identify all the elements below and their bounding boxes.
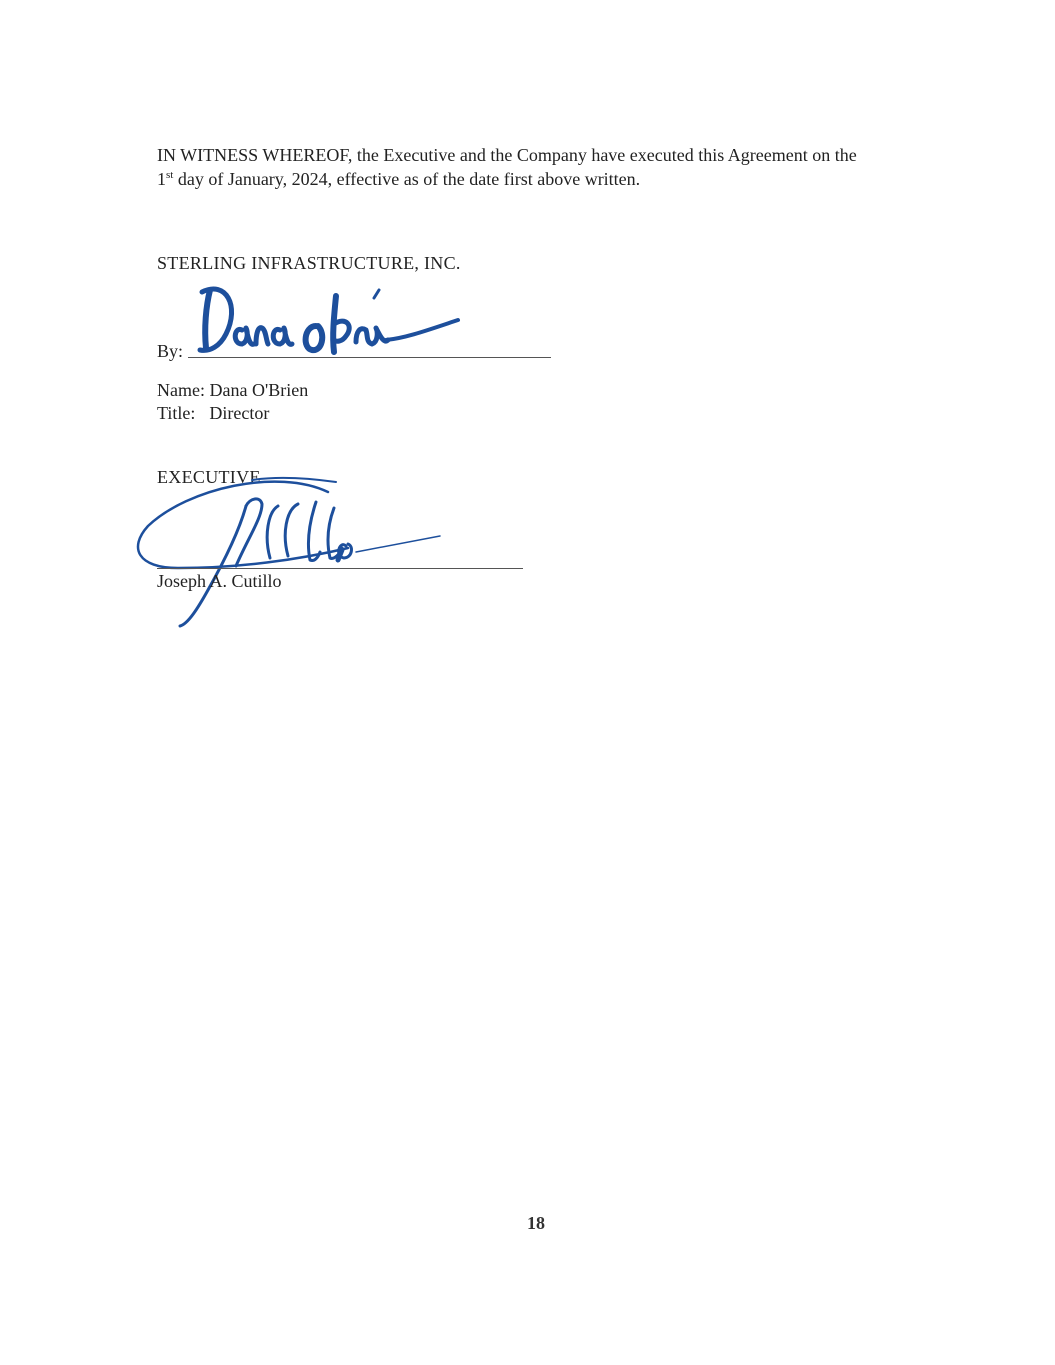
by-label: By: bbox=[157, 341, 184, 361]
signer-title bbox=[157, 403, 269, 424]
witness-line-2-rest: day of January, 2024, effective as of the date first above written. bbox=[173, 169, 641, 189]
joseph-cutillo-signature bbox=[128, 468, 448, 628]
signer-name: Name: Dana O'Brien bbox=[157, 380, 309, 400]
page-number: 18 bbox=[527, 1213, 545, 1233]
witness-line-1: IN WITNESS WHEREOF, the Executive and the Company have executed this Agreement on the bbox=[157, 145, 857, 165]
witness-day-suffix: st bbox=[166, 169, 174, 181]
witness-day: 1 bbox=[157, 169, 166, 189]
witness-paragraph bbox=[157, 143, 927, 191]
dana-obrien-signature bbox=[196, 276, 466, 366]
signer-title-value: Director bbox=[209, 403, 270, 423]
company-name: STERLING INFRASTRUCTURE, INC. bbox=[157, 253, 461, 273]
signer-title-label: Title: bbox=[157, 403, 196, 423]
executive-signature-line bbox=[157, 568, 523, 569]
company-signature-line bbox=[188, 357, 551, 358]
witness-line-2 bbox=[157, 167, 927, 191]
executive-name: Joseph A. Cutillo bbox=[157, 571, 282, 591]
executive-label: EXECUTIVE bbox=[157, 467, 261, 487]
